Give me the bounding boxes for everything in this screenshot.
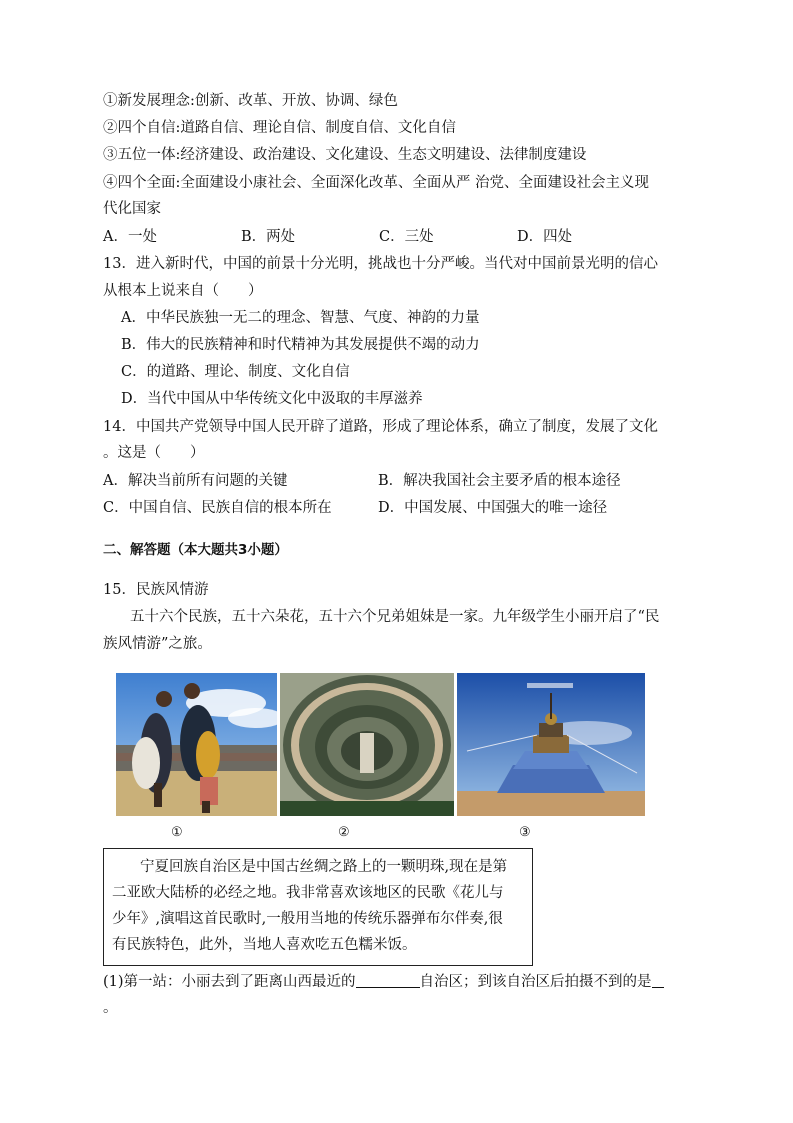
q13-option-c: C．的道路、理论、制度、文化自信 [121, 364, 350, 380]
photo-label-3: ③ [519, 825, 531, 840]
q15-sub1-end: 。 [103, 1000, 118, 1016]
q12-option-a: A．一处 [103, 229, 157, 245]
q12-item-2: ②四个自信:道路自信、理论自信、制度自信、文化自信 [103, 120, 456, 136]
q14-stem: 14．中国共产党领导中国人民开辟了道路，形成了理论体系，确立了制度，发展了文化 [103, 419, 658, 435]
q12-item-3: ③五位一体:经济建设、政治建设、文化建设、生态文明建设、法律制度建设 [103, 147, 587, 163]
photo-label-2: ② [338, 825, 350, 840]
q15-sub1-text-b: 自治区；到该自治区后拍摄不到的是 [419, 974, 652, 990]
info-box-line-2: 二亚欧大陆桥的必经之地。我非常喜欢该地区的民歌《花儿与 [112, 885, 504, 901]
q13-stem-cont: 从根本上说来自（ ） [103, 283, 263, 299]
q14-option-a: A．解决当前所有问题的关键 [103, 473, 288, 489]
photo-mongolian-wrestling [116, 673, 277, 816]
q15-sub1-text-a: (1)第一站：小丽去到了距离山西最近的 [103, 974, 356, 990]
q13-stem: 13．进入新时代，中国的前景十分光明，挑战也十分严峻。当代对中国前景光明的信心 [103, 256, 658, 272]
q12-item-4-cont: 代化国家 [103, 201, 161, 217]
q13-option-b: B．伟大的民族精神和时代精神为其发展提供不竭的动力 [121, 337, 480, 353]
info-box [103, 848, 533, 966]
q15-sub1 [103, 972, 664, 992]
q12-item-1: ①新发展理念:创新、改革、开放、协调、绿色 [103, 93, 398, 109]
q12-option-d: D．四处 [517, 229, 573, 245]
q12-item-4: ④四个全面:全面建设小康社会、全面深化改革、全面从严 治党、全面建设社会主义现 [103, 175, 649, 191]
photo-tulou [280, 673, 454, 816]
answer-blank-2[interactable] [652, 973, 664, 988]
q14-option-d: D．中国发展、中国强大的唯一途径 [378, 500, 608, 516]
info-box-line-1: 宁夏回族自治区是中国古丝绸之路上的一颗明珠,现在是第 [140, 859, 508, 875]
info-box-line-4: 有民族特色，此外，当地人喜欢吃五色糯米饭。 [112, 937, 417, 953]
q12-option-c: C．三处 [379, 229, 434, 245]
photo-label-1: ① [171, 825, 183, 840]
q13-option-a: A．中华民族独一无二的理念、智慧、气度、神韵的力量 [121, 310, 480, 326]
q12-option-b: B．两处 [241, 229, 296, 245]
q15-title: 15．民族风情游 [103, 582, 209, 598]
q13-option-d: D．当代中国从中华传统文化中汲取的丰厚滋养 [121, 391, 423, 407]
photo-obo-cairn [457, 673, 645, 816]
q14-stem-cont: 。这是（ ） [103, 445, 205, 461]
q15-intro-cont: 族风情游”之旅。 [103, 636, 212, 652]
section-heading: 二、解答题（本大题共3小题） [103, 542, 288, 558]
q14-option-c: C．中国自信、民族自信的根本所在 [103, 500, 332, 516]
q14-option-b: B．解决我国社会主要矛盾的根本途径 [378, 473, 621, 489]
info-box-line-3: 少年》,演唱这首民歌时,一般用当地的传统乐器弹布尔伴奏,很 [112, 911, 503, 927]
q15-intro: 五十六个民族，五十六朵花，五十六个兄弟姐妹是一家。九年级学生小丽开启了“民 [130, 609, 660, 625]
answer-blank-1[interactable] [356, 973, 420, 988]
